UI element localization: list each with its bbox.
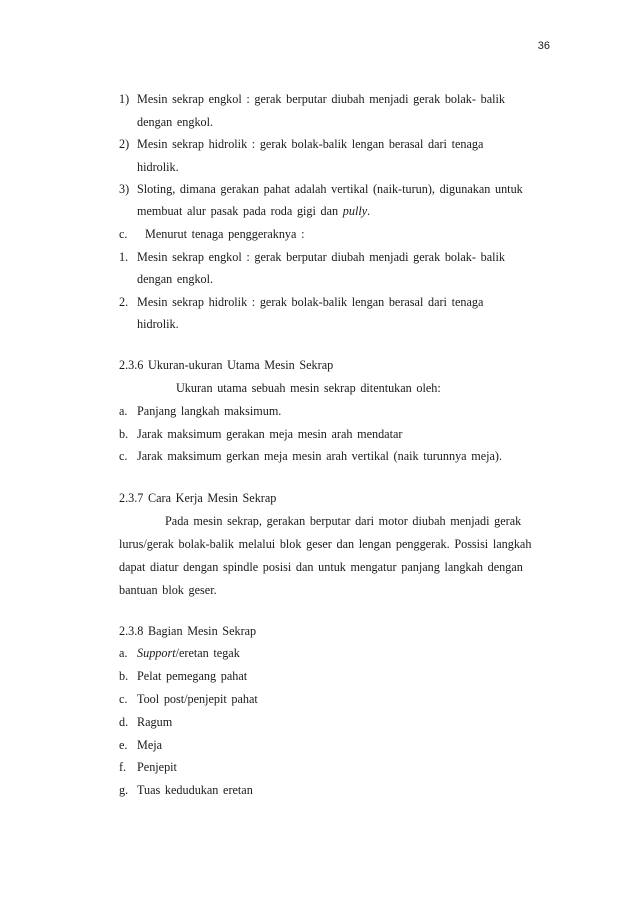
list-marker: c. [119, 692, 128, 706]
list-marker: g. [119, 783, 129, 797]
list-text: Tool post/penjepit pahat [137, 692, 258, 706]
list-item [119, 182, 523, 197]
list-marker: 1. [119, 250, 129, 264]
list-marker: 1) [119, 92, 130, 106]
list-text: Tuas kedudukan eretan [137, 783, 253, 797]
italic-term: pully [342, 204, 368, 218]
list-item [119, 692, 258, 707]
section-c [119, 227, 304, 242]
list-item [119, 783, 253, 798]
list-item-continuation: hidrolik. [137, 160, 179, 174]
list-marker: a. [119, 646, 128, 660]
italic-term: Support [137, 646, 176, 660]
list-text: Jarak maksimum gerkan meja mesin arah vertikal (naik turunnya meja). [137, 449, 503, 463]
list-item [119, 715, 172, 730]
list-item [119, 760, 177, 775]
list-item [119, 669, 247, 684]
list-item [119, 646, 240, 661]
paragraph-line: lurus/gerak bolak-balik melalui blok geser dan lengan penggerak. Possisi langkah [119, 537, 532, 551]
section-heading: 2.3.6 Ukuran-ukuran Utama Mesin Sekrap [119, 358, 334, 372]
list-text: Penjepit [137, 760, 177, 774]
list-item [119, 250, 505, 265]
section-heading: 2.3.7 Cara Kerja Mesin Sekrap [119, 491, 277, 505]
list-marker: 2) [119, 137, 130, 151]
list-text: Mesin sekrap engkol : gerak berputar diubah menjadi gerak bolak- balik [137, 250, 505, 264]
list-item-continuation: hidrolik. [137, 317, 179, 331]
list-marker: 2. [119, 295, 129, 309]
list-item-continuation [137, 204, 370, 219]
list-text: Ragum [137, 715, 173, 729]
list-text: Panjang langkah maksimum. [137, 404, 282, 418]
paragraph-line: Pada mesin sekrap, gerakan berputar dari motor diubah menjadi gerak [165, 514, 522, 528]
list-item-continuation: dengan engkol. [137, 115, 214, 129]
text-run: membuat alur pasak pada roda gigi dan [137, 204, 343, 218]
list-item [119, 738, 162, 753]
page-number: 36 [537, 40, 550, 52]
text-run: . [367, 204, 371, 218]
list-text: /eretan tegak [175, 646, 240, 660]
list-marker: b. [119, 427, 129, 441]
list-marker: a. [119, 404, 128, 418]
list-marker: d. [119, 715, 129, 729]
list-marker: e. [119, 738, 128, 752]
list-marker: c. [119, 449, 128, 463]
list-text: Pelat pemegang pahat [137, 669, 248, 683]
list-text: Mesin sekrap hidrolik : gerak bolak-balik lengan berasal dari tenaga [137, 295, 484, 309]
list-item [119, 404, 281, 419]
list-item-continuation: dengan engkol. [137, 272, 214, 286]
paragraph-intro: Ukuran utama sebuah mesin sekrap ditentukan oleh: [176, 381, 441, 395]
list-item [119, 92, 505, 107]
list-item [119, 427, 402, 442]
list-marker: 3) [119, 182, 130, 196]
list-item [119, 449, 502, 464]
list-item [119, 295, 483, 310]
list-text: Sloting, dimana gerakan pahat adalah vertikal (naik-turun), digunakan untuk [137, 182, 523, 196]
paragraph-line: dapat diatur dengan spindle posisi dan untuk mengatur panjang langkah dengan [119, 560, 523, 574]
list-item [119, 137, 483, 152]
list-text: Meja [137, 738, 163, 752]
list-text: Jarak maksimum gerakan meja mesin arah mendatar [137, 427, 403, 441]
list-text: Mesin sekrap hidrolik : gerak bolak-balik lengan berasal dari tenaga [137, 137, 484, 151]
list-marker: f. [119, 760, 127, 774]
section-c-title: Menurut tenaga penggeraknya : [145, 227, 305, 241]
list-text: Mesin sekrap engkol : gerak berputar diubah menjadi gerak bolak- balik [137, 92, 505, 106]
list-marker: b. [119, 669, 129, 683]
list-marker: c. [119, 227, 128, 241]
paragraph-line: bantuan blok geser. [119, 583, 217, 597]
section-heading: 2.3.8 Bagian Mesin Sekrap [119, 624, 257, 638]
